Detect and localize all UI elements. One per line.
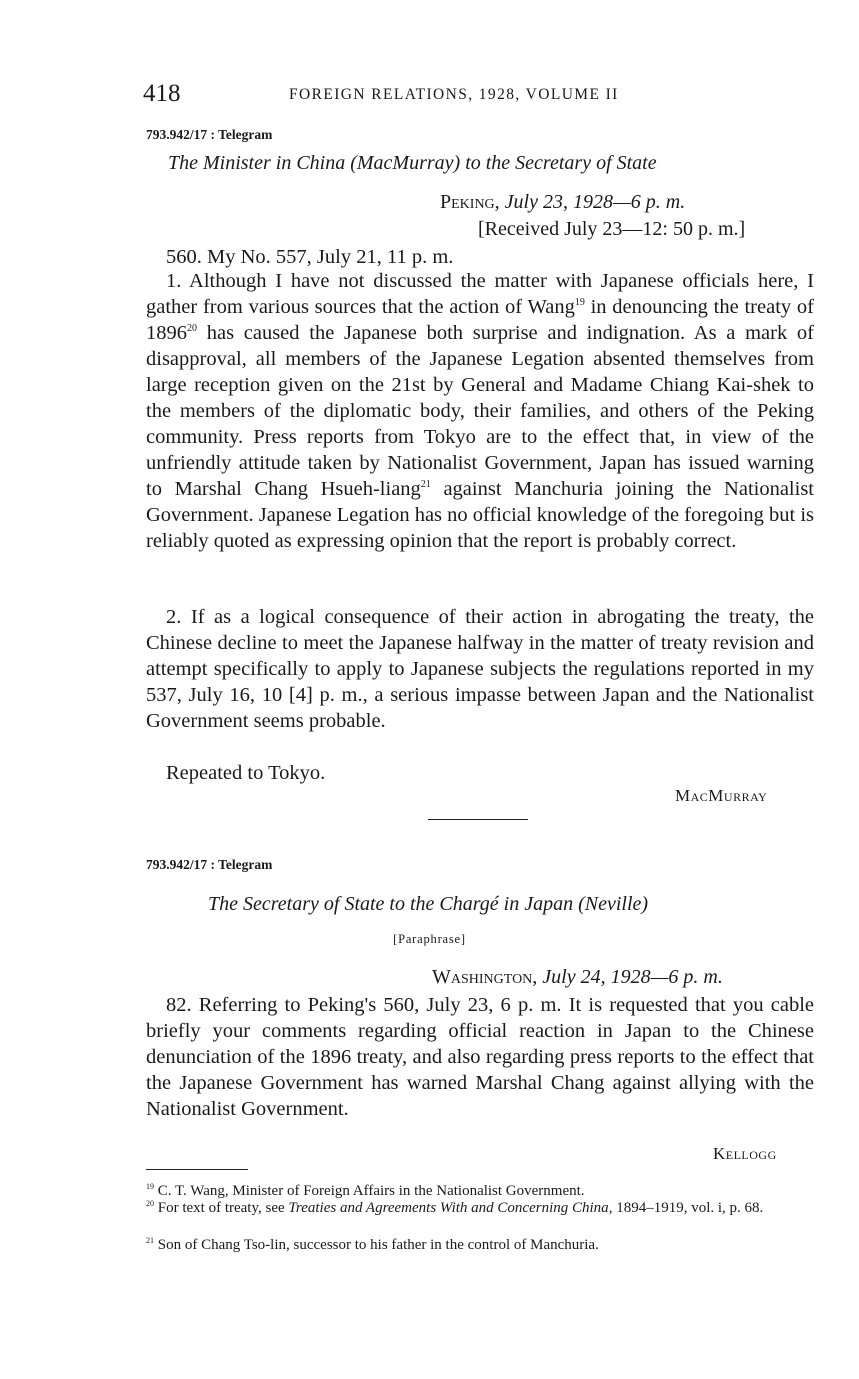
footnote-divider <box>146 1169 248 1170</box>
page-number: 418 <box>143 80 181 107</box>
signature: MacMurray <box>675 786 768 805</box>
paragraph: 560. My No. 557, July 21, 11 p. m. <box>166 246 454 268</box>
footnote <box>146 1200 814 1217</box>
footnote-text: Son of Chang Tso-lin, successor to his father in the control of Manchuria. <box>154 1237 599 1253</box>
paragraph-text: has caused the Japanese both surprise and indignation. As a mark of disapproval, all members of the Japanese Legation absented themselves from large reception given on the 21st by General and Madame Chiang Kai-shek to the members of the diplomatic body, their families, and others of the Peking community. Press reports from Tokyo are to the effect that, in view of the unfriendly attitude taken by Nationalist Government, Japan has issued warning to Marshal Chang Hsueh-liang <box>146 322 814 500</box>
footnote-title: Treaties and Agreements With and Concerning China <box>288 1200 609 1216</box>
dateline-date: July 23, 1928—6 p. m. <box>504 191 686 213</box>
footnote <box>146 1183 814 1200</box>
footnote <box>146 1237 814 1254</box>
footnote-mark: 19 <box>146 1182 154 1191</box>
dateline-place: Washington, <box>432 966 538 988</box>
paragraph: 82. Referring to Peking's 560, July 23, 6 p. m. It is requested that you cable briefly your comments regarding official reaction in Japan to the Chinese denunciation of the 1896 treaty, and also regarding press reports to the effect that the Japanese Government has warned Marshal Chang against allying with the Nationalist Government. <box>146 994 814 1120</box>
paragraph-text: 1. Although I have not discussed the matter with Japanese officials here, I gather from various sources that the action of Wang <box>146 270 814 318</box>
section-divider <box>428 819 528 820</box>
footnote-mark: 21 <box>146 1236 154 1245</box>
footnote-mark: 20 <box>146 1199 154 1208</box>
file-reference: 793.942/17 : Telegram <box>146 857 273 872</box>
paragraph-text: against Manchuria joining the Nationalist Government. Japanese Legation has no official knowledge of the foregoing but is reliably quoted as expressing opinion that the report is probably correct. <box>146 478 815 552</box>
paragraph: Repeated to Tokyo. <box>166 762 326 784</box>
document-title: The Minister in China (MacMurray) to the Secretary of State <box>168 152 657 174</box>
received-line: [Received July 23—12: 50 p. m.] <box>478 218 746 240</box>
footnote-ref: 19 <box>574 297 585 309</box>
document-title: The Secretary of State to the Chargé in Japan (Neville) <box>208 893 649 915</box>
page-header <box>143 80 815 110</box>
running-title: FOREIGN RELATIONS, 1928, VOLUME II <box>289 86 619 103</box>
dateline-place: Peking, <box>440 191 500 213</box>
paragraph: 2. If as a logical consequence of their action in abrogating the treaty, the Chinese decline to meet the Japanese halfway in the matter of treaty revision and attempt specifically to apply to Japanese subjects the regulations reported in my 537, July 16, 10 [4] p. m., a serious impasse between Japan and the Nationalist Government seems probable. <box>146 606 814 732</box>
footnote-text: C. T. Wang, Minister of Foreign Affairs in the Nationalist Government. <box>154 1183 585 1199</box>
footnote-text: , 1894–1919, vol. i, p. 68. <box>608 1200 764 1216</box>
footnote-text: For text of treaty, see <box>154 1200 289 1216</box>
file-reference: 793.942/17 : Telegram <box>146 127 273 142</box>
paraphrase-note: [Paraphrase] <box>393 932 466 946</box>
dateline <box>432 966 723 989</box>
signature: Kellogg <box>713 1144 777 1163</box>
footnote-ref: 20 <box>187 323 197 335</box>
dateline-date: July 24, 1928—6 p. m. <box>542 966 723 988</box>
paragraph <box>146 268 814 554</box>
paragraph-text: in denouncing the treaty of 1896 <box>146 296 814 344</box>
dateline <box>440 191 685 214</box>
footnote-ref: 21 <box>420 479 431 491</box>
